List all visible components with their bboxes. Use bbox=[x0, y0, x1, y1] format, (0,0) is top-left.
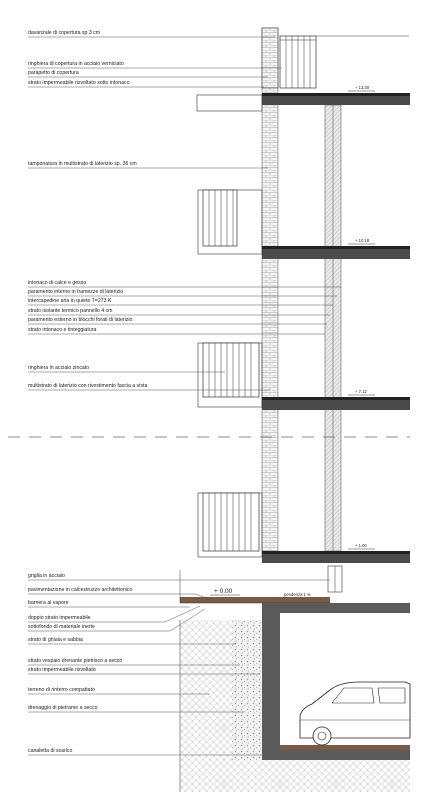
label-gravel-sand: strato di ghiaia e sabbia bbox=[28, 637, 83, 643]
facade-brick-wall bbox=[262, 28, 278, 551]
roof-drip-edge bbox=[197, 95, 262, 111]
level-third-text: + 10.18 bbox=[355, 238, 370, 243]
car-illustration bbox=[300, 682, 410, 745]
label-roof-sill: davanzale di copertura sp.3 cm bbox=[28, 30, 101, 36]
balcony-third bbox=[198, 190, 262, 254]
label-finish-coat: strato intonaco e tinteggiatura bbox=[28, 327, 97, 333]
label-turned-up-waterproofing: strato impermeabile risvoltato bbox=[28, 667, 96, 673]
label-plaster: intonaco di calce e gesso bbox=[28, 280, 87, 286]
level-mark-third bbox=[348, 238, 375, 244]
label-drain-channel: canaletta di scarico bbox=[28, 748, 73, 754]
label-drainage-crawlspace: strato vespaio drenante pietrisco a secco bbox=[28, 658, 123, 664]
level-mark-first bbox=[348, 543, 375, 549]
slope-note: pendenza 1 % bbox=[284, 592, 311, 597]
roof-railing bbox=[280, 36, 316, 88]
level-first-text: + 1.00 bbox=[355, 543, 367, 548]
level-second-text: + 7.12 bbox=[355, 389, 367, 394]
label-double-waterproofing: doppio strato impermeabile bbox=[28, 615, 91, 621]
label-roof-railing: ringhiera di copertura in acciaio verniciato bbox=[28, 61, 124, 67]
label-air-gap: intercapedine aria in quiete T=273 K bbox=[28, 298, 112, 304]
balcony-first bbox=[198, 493, 262, 557]
label-infill-wall: tamponatura in multistrato di laterizio sp. 36 cm bbox=[28, 161, 137, 167]
label-facing-brick: multistrato di laterizio con rivestimento faccia a vista bbox=[28, 383, 148, 389]
label-inner-leaf: paramento interno in tramezze di laterizio bbox=[28, 289, 124, 295]
label-steel-grid: griglia in acciaio bbox=[28, 573, 65, 579]
label-insulation: strato isolante termico pannello 4 cm bbox=[28, 308, 113, 314]
label-galvanized-railing: ringhiera in acciaio zincato bbox=[28, 365, 90, 371]
level-ground-text: + 0.00 bbox=[214, 588, 233, 595]
label-vapour-barrier: barriera al vapore bbox=[28, 600, 69, 606]
level-mark-roof bbox=[348, 85, 375, 91]
label-backfill: terreno di rinterro compattato bbox=[28, 687, 95, 693]
balcony-second bbox=[198, 343, 262, 407]
label-roof-parapet: parapetto di copertura bbox=[28, 70, 79, 76]
label-concrete-paving: pavimentazione in calcestruzzo architettonico bbox=[28, 587, 133, 593]
foundation-slab bbox=[262, 750, 410, 760]
level-mark-second bbox=[348, 389, 375, 395]
ground-paving bbox=[180, 597, 330, 603]
label-roof-waterproofing: strato impermeabile risvoltato sotto intonaco bbox=[28, 80, 130, 86]
level-roof-text: + 13.30 bbox=[355, 85, 370, 90]
label-inert-subbase: sottofondo di materiale inerte bbox=[28, 624, 95, 630]
label-stone-drainage: drenaggio di pietrame a secco bbox=[28, 705, 98, 711]
label-outer-leaf: paramento esterno in blocchi forati di laterizio bbox=[28, 317, 133, 323]
basement-retaining-wall bbox=[262, 609, 280, 759]
level-mark-ground bbox=[210, 588, 240, 595]
soil-under-foundation bbox=[180, 760, 410, 792]
